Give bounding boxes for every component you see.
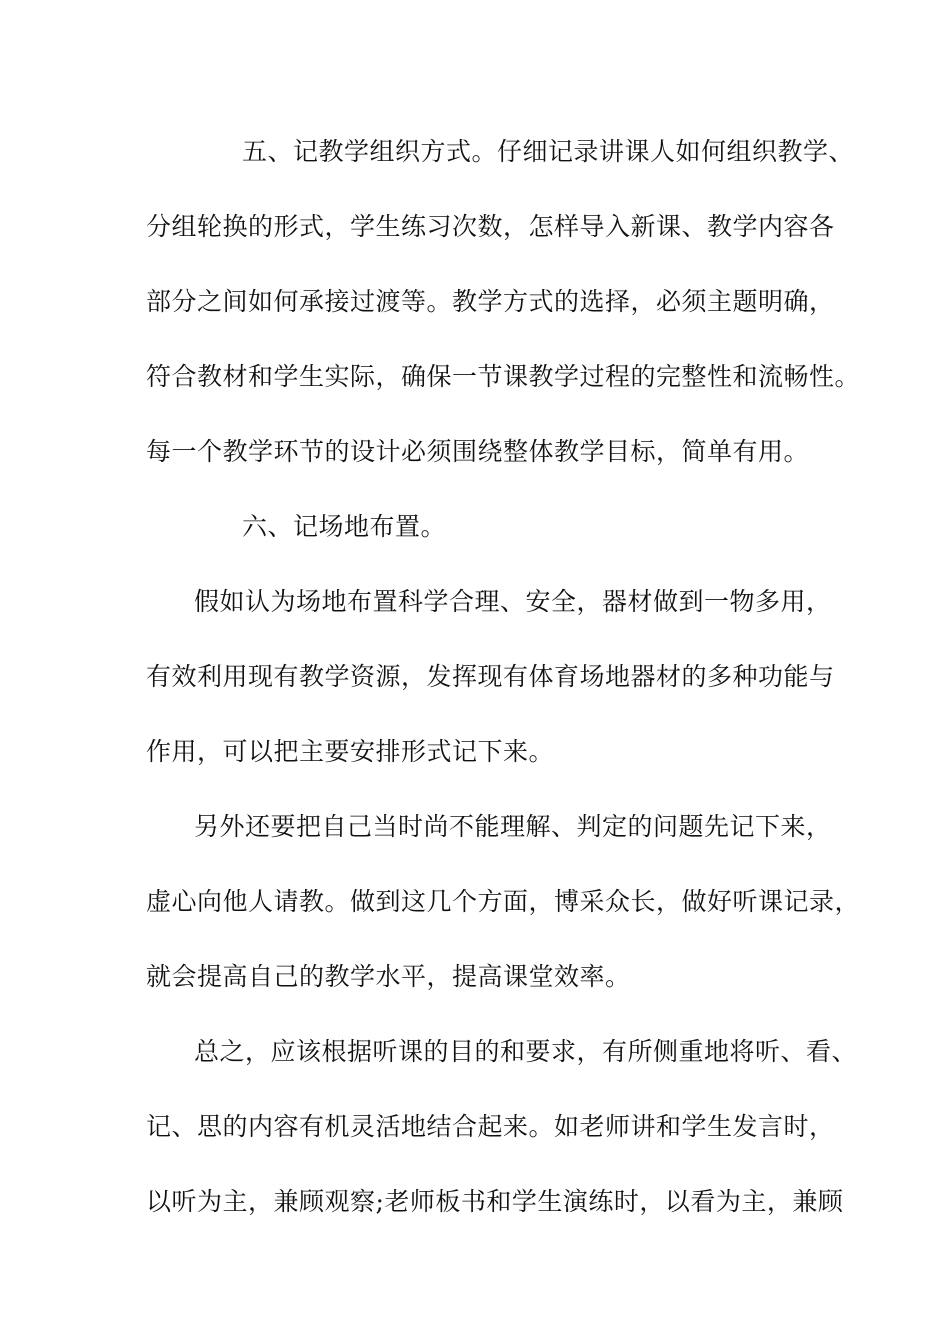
paragraph-line: 分组轮换的形式，学生练习次数，怎样导入新课、教学内容各 (146, 212, 835, 241)
paragraph-line: 假如认为场地布置科学合理、安全，器材做到一物多用， (194, 587, 832, 616)
paragraph-line: 每一个教学环节的设计必须围绕整体教学目标，简单有用。 (146, 437, 810, 466)
section-six-heading: 六、记场地布置。 (242, 512, 447, 541)
paragraph-line: 就会提高自己的教学水平，提高课堂效率。 (146, 962, 631, 991)
paragraph-line: 符合教材和学生实际，确保一节课教学过程的完整性和流畅性。 (146, 362, 861, 391)
paragraph-line: 另外还要把自己当时尚不能理解、判定的问题先记下来， (194, 812, 832, 841)
paragraph-line: 虚心向他人请教。做到这几个方面，博采众长，做好听课记录， (146, 887, 861, 916)
paragraph-line: 部分之间如何承接过渡等。教学方式的选择，必须主题明确， (146, 287, 835, 316)
paragraph-line: 作用，可以把主要安排形式记下来。 (146, 737, 555, 766)
paragraph-line: 有效利用现有教学资源，发挥现有体育场地器材的多种功能与 (146, 662, 835, 691)
paragraph-line: 总之，应该根据听课的目的和要求，有所侧重地将听、看、 (194, 1037, 858, 1066)
paragraph-line: 以听为主，兼顾观察;老师板书和学生演练时，以看为主，兼顾 (146, 1187, 844, 1216)
section-five-heading: 五、记教学组织方式。仔细记录讲课人如何组织教学、 (242, 137, 855, 166)
paragraph-line: 记、思的内容有机灵活地结合起来。如老师讲和学生发言时， (146, 1112, 835, 1141)
